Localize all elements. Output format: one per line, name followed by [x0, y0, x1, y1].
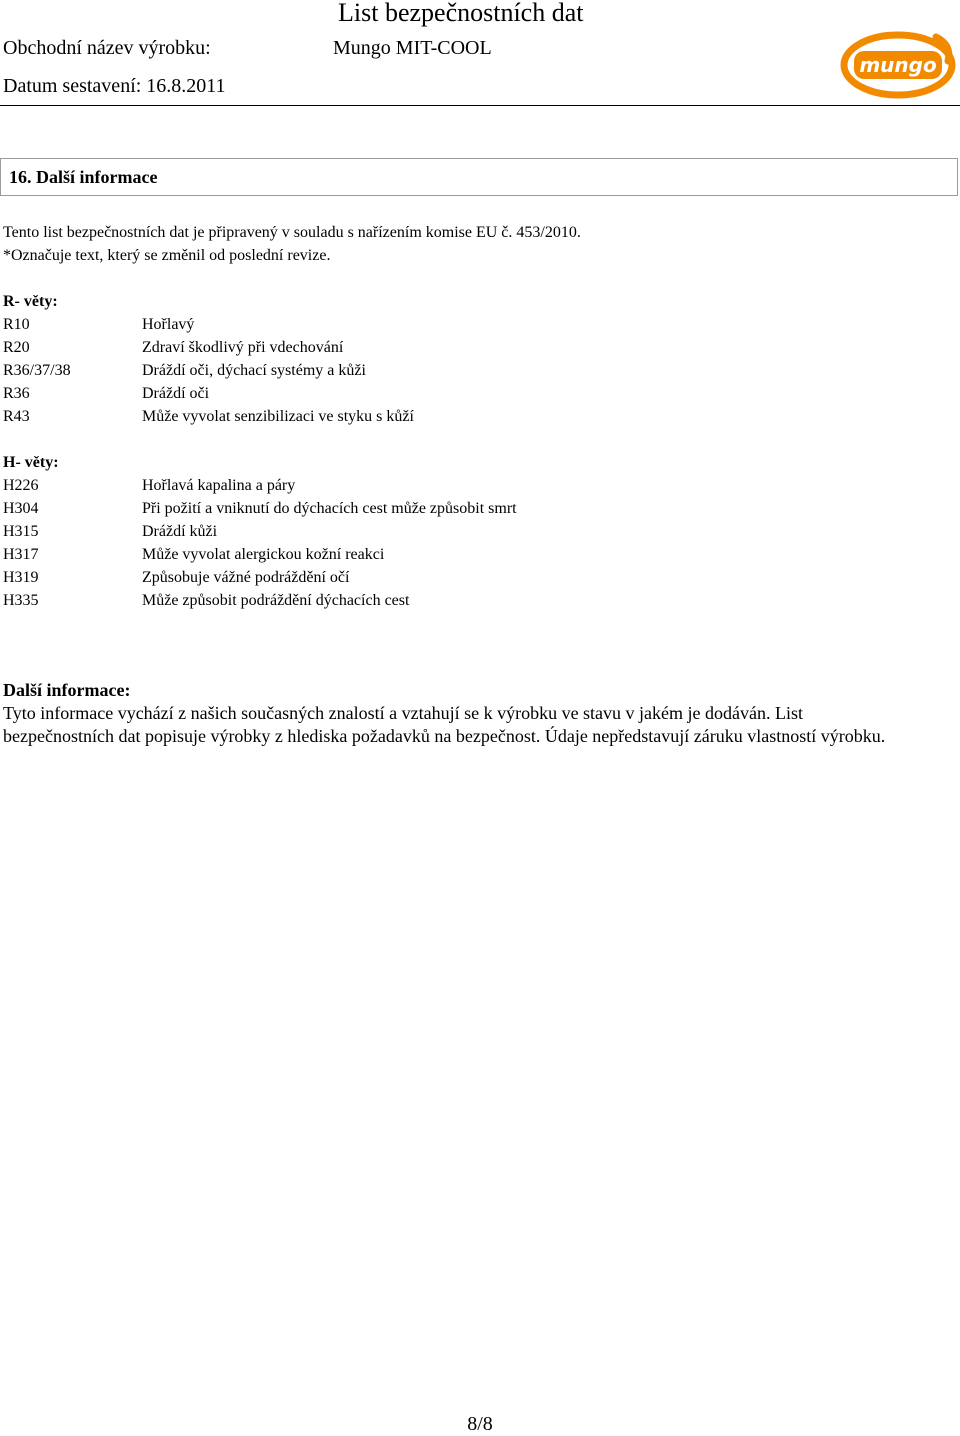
section-heading-box [0, 158, 958, 196]
h-phrase-text: Způsobuje vážné podráždění očí [142, 569, 350, 586]
mungo-logo [840, 27, 958, 99]
r-phrase-text: Dráždí oči [142, 385, 210, 402]
header-divider [0, 105, 960, 106]
r-phrase-code: R10 [3, 316, 30, 333]
r-phrase-text: Může vyvolat senzibilizaci ve styku s kůží [142, 408, 414, 425]
page-number: 8/8 [467, 1413, 493, 1435]
h-phrase-text: Hořlavá kapalina a páry [142, 477, 296, 494]
more-info-heading: Další informace: [3, 680, 131, 700]
r-phrase-code: R36/37/38 [3, 362, 71, 379]
h-phrase-code: H304 [3, 500, 39, 517]
h-phrase-text: Může způsobit podráždění dýchacích cest [142, 592, 410, 609]
intro-line-1: Tento list bezpečnostních dat je připravený v souladu s nařízením komise EU č. 453/2010. [3, 224, 581, 241]
intro-line-2: *Označuje text, který se změnil od poslední revize. [3, 247, 331, 264]
product-name-label: Obchodní název výrobku: [3, 37, 211, 59]
h-phrase-text: Může vyvolat alergickou kožní reakci [142, 546, 385, 563]
h-phrases-heading: H- věty: [3, 454, 59, 471]
r-phrase-text: Dráždí oči, dýchací systémy a kůži [142, 362, 366, 379]
product-name-value: Mungo MIT-COOL [333, 37, 492, 59]
r-phrase-text: Zdraví škodlivý při vdechování [142, 339, 344, 356]
r-phrase-code: R43 [3, 408, 30, 425]
h-phrase-code: H317 [3, 546, 39, 563]
section-title: 16. Další informace [9, 167, 158, 187]
r-phrase-code: R36 [3, 385, 30, 402]
r-phrase-text: Hořlavý [142, 316, 195, 333]
r-phrases-heading: R- věty: [3, 293, 58, 310]
h-phrase-text: Při požití a vniknutí do dýchacích cest může způsobit smrt [142, 500, 517, 517]
h-phrase-text: Dráždí kůži [142, 523, 218, 540]
h-phrase-code: H335 [3, 592, 39, 609]
compilation-date: Datum sestavení: 16.8.2011 [3, 75, 226, 97]
logo-wordmark: mungo [859, 53, 937, 77]
h-phrase-code: H319 [3, 569, 39, 586]
h-phrase-code: H226 [3, 477, 39, 494]
document-title: List bezpečnostních dat [338, 0, 584, 27]
h-phrase-code: H315 [3, 523, 39, 540]
more-info-paragraph: Tyto informace vychází z našich současných znalostí a vztahují se k výrobku ve stavu v jakém je dodáván. List bezpečnostních dat popisuje výrobky z hlediska požadavků na bezpečnost. Údaje nepředstavují záruku vlastností výrobku. [3, 703, 886, 746]
r-phrase-code: R20 [3, 339, 30, 356]
